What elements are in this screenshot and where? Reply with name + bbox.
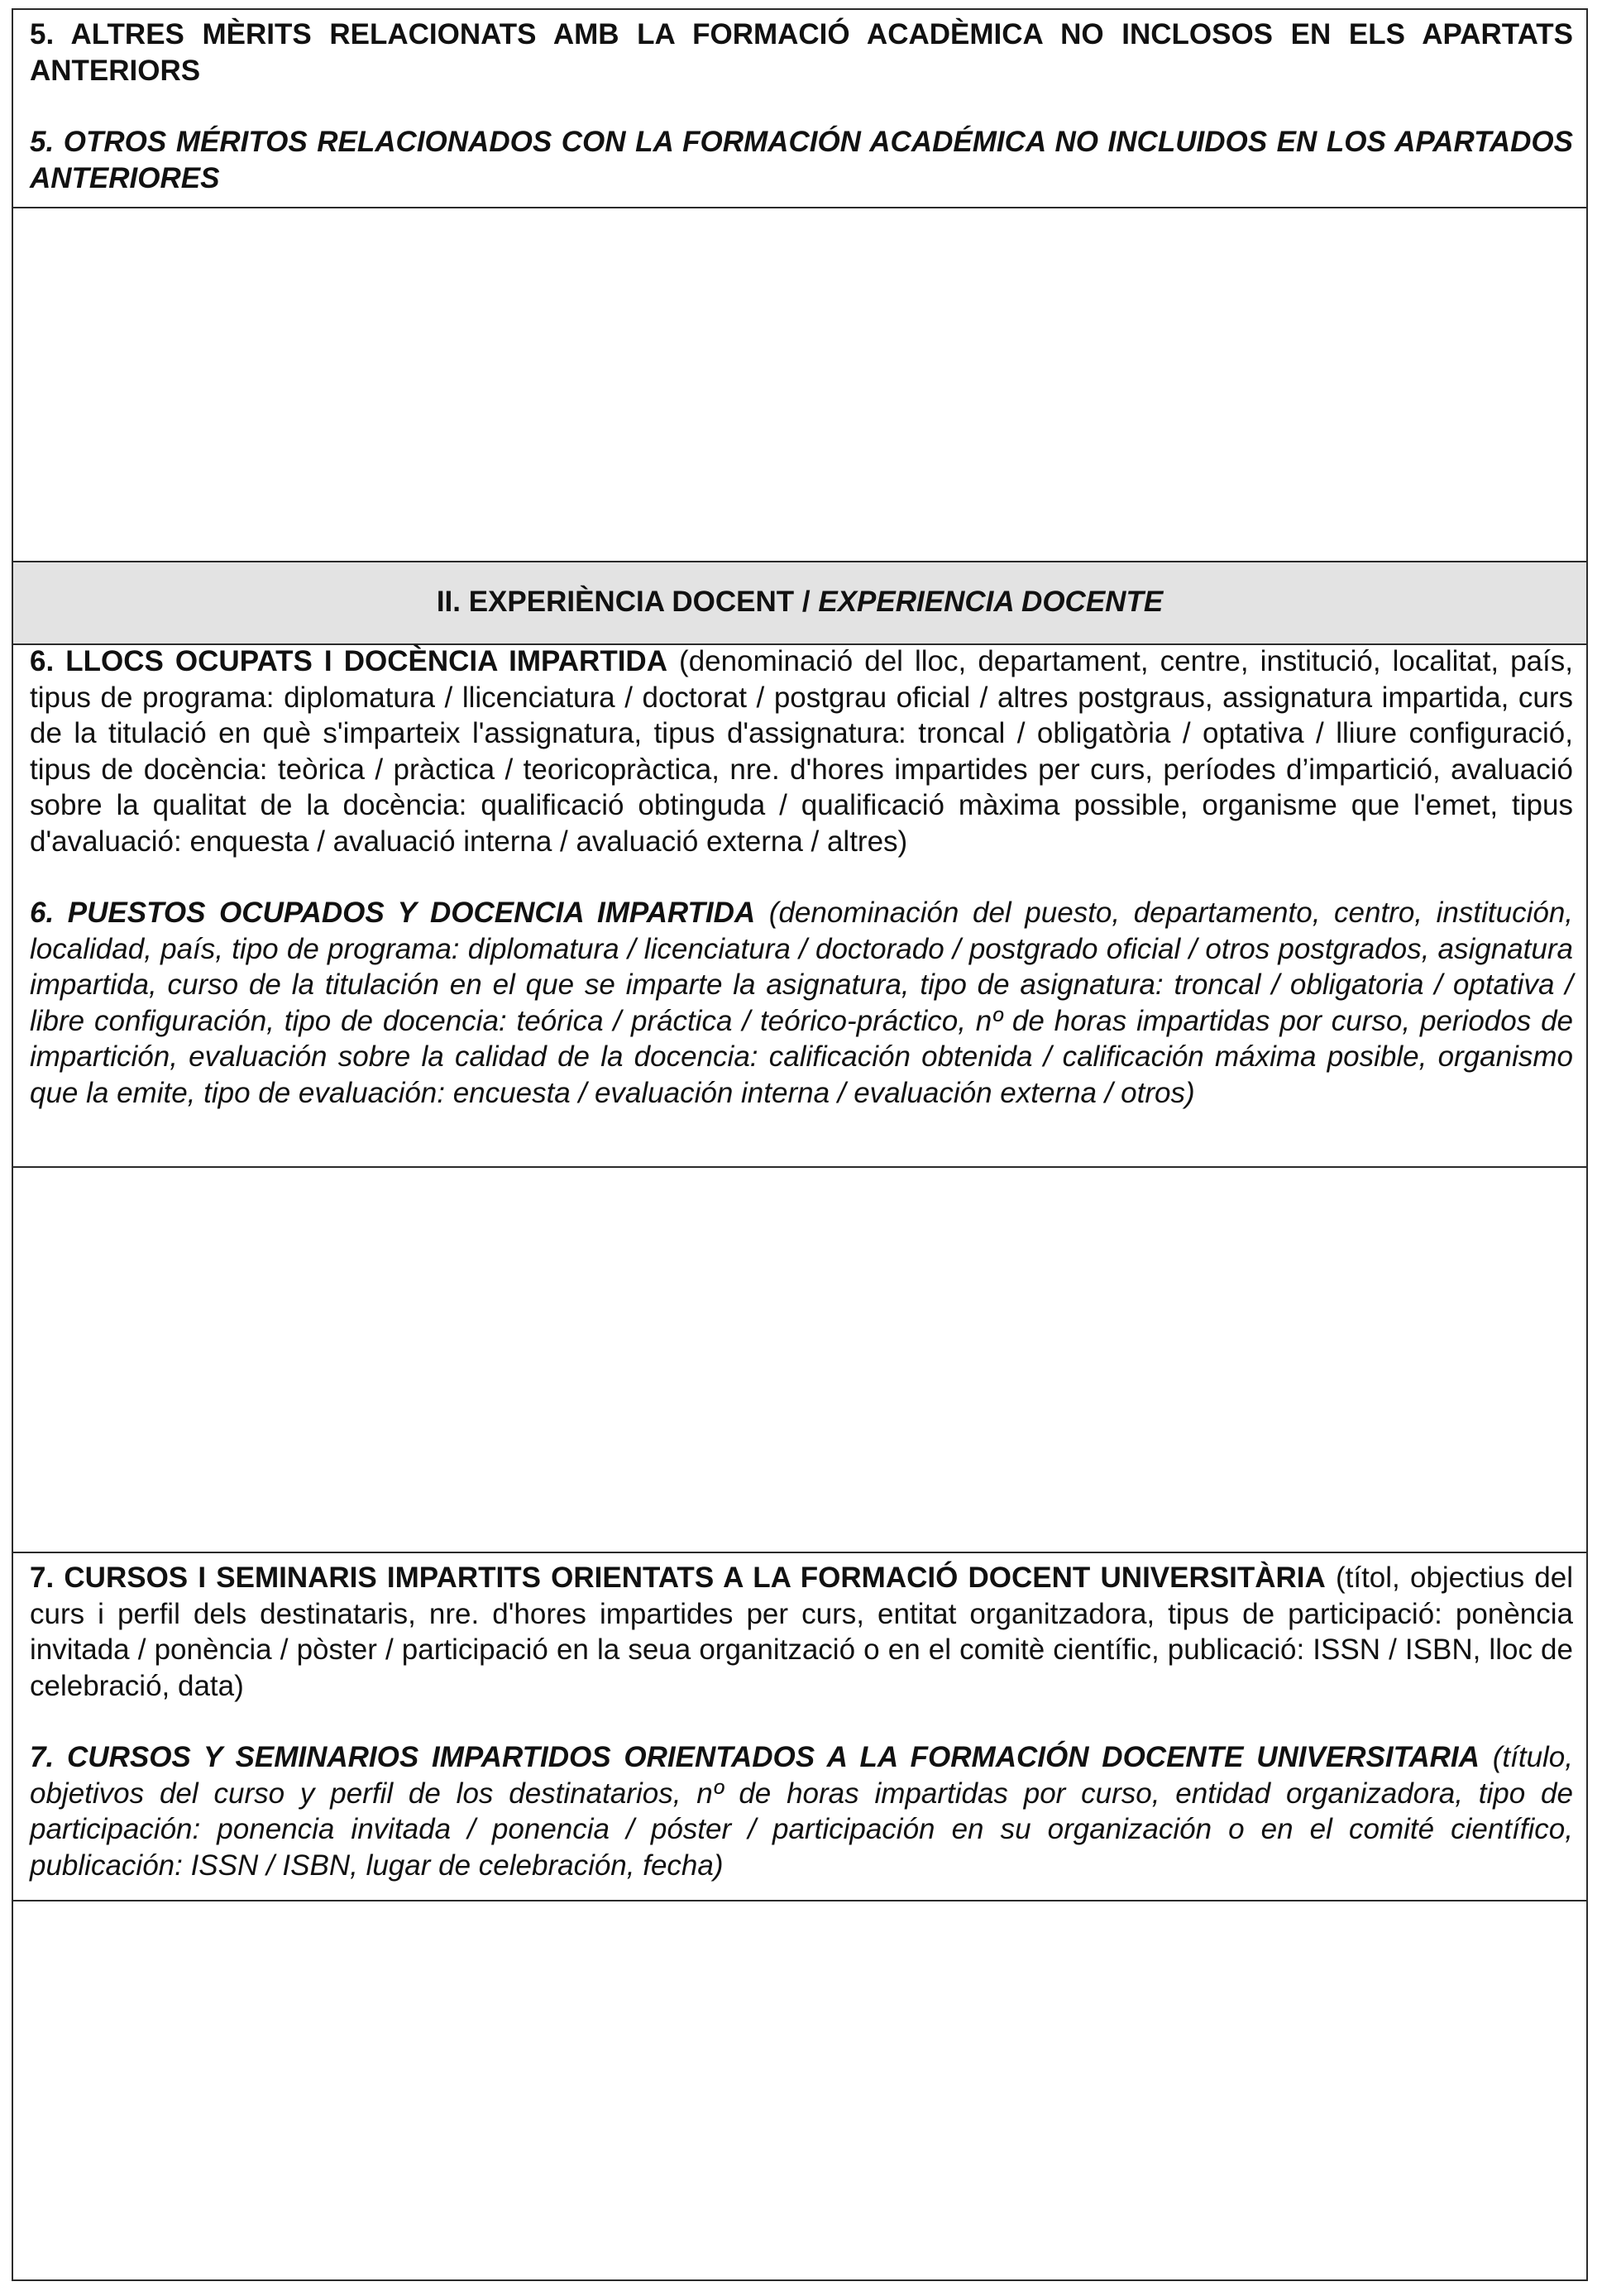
block-2-heading-ca: II. EXPERIÈNCIA DOCENT / <box>436 586 819 618</box>
section-6-text-ca <box>30 643 1573 859</box>
section-7-body-ca: (títol, objectius del curs i perfil dels destinataris, nre. d'hores impartides per curs, entitat organitzadora, tipus de participació: ponència invitada / ponència / pòster / participació en la seua organització o en el comitè científic, publicació: ISSN / ISBN, lloc de celebració, data) <box>30 1562 1574 1702</box>
section-7-header <box>13 1560 1586 1883</box>
section-5-title-es: 5. OTROS MÉRITOS RELACIONADOS CON LA FORMACIÓN ACADÉMICA NO INCLUIDOS EN LOS APARTADOS ANTERIORES <box>30 126 1573 194</box>
section-7-answer-area[interactable] <box>13 1901 1586 2279</box>
section-6-title-ca: 6. LLOCS OCUPATS I DOCÈNCIA IMPARTIDA <box>30 645 667 677</box>
section-7-title-ca: 7. CURSOS I SEMINARIS IMPARTITS ORIENTATS A LA FORMACIÓ DOCENT UNIVERSITÀRIA <box>30 1562 1326 1594</box>
section-7-text-es <box>30 1739 1573 1883</box>
section-6-body-es: (denominación del puesto, departamento, centro, institución, localidad, país, tipo de programa: diplomatura / licenciatura / doctorado / postgrado oficial / otros postgrados, asignatura impartida, curso de la titulación en el que se imparte la asignatura, tipo de asignatura: troncal / obligatoria / optativa / libre configuración, tipo de docencia: teórica / práctica / teórico-práctico, nº de horas impartidas por curso, periodos de impartición, evaluación sobre la calidad de la docencia: calificación obtenida / calificación máxima posible, organismo que la emite, tipo de evaluación: encuesta / evaluación interna / evaluación externa / otros) <box>30 897 1574 1109</box>
section-5-answer-area[interactable] <box>13 208 1586 561</box>
section-6-body-ca: (denominació del lloc, departament, centre, institució, localitat, país, tipus de programa: diplomatura / llicenciatura / doctorat / postgrau oficial / altres postgraus, assignatura impartida, curs de la titulació en què s'imparteix l'assignatura, tipus d'assignatura: troncal / obligatòria / optativa / lliure configuració, tipus de docència: teòrica / pràctica / teoricopràctica, nre. d'hores impartides per curs, períodes d’impartició, avaluació sobre la qualitat de la docència: qualificació obtinguda / qualificació màxima possible, organisme que l'emet, tipus d'avaluació: enquesta / avaluació interna / avaluació externa / altres) <box>30 645 1573 858</box>
section-5-title-ca: 5. ALTRES MÈRITS RELACIONATS AMB LA FORMACIÓ ACADÈMICA NO INCLOSOS EN ELS APARTATS ANTERIORS <box>30 18 1573 87</box>
section-6-header <box>13 643 1586 1111</box>
block-2-heading-es: EXPERIENCIA DOCENTE <box>818 586 1164 618</box>
section-5-header <box>13 17 1586 196</box>
form-table <box>12 8 1588 2281</box>
section-6-title-es: 6. PUESTOS OCUPADOS Y DOCENCIA IMPARTIDA <box>30 897 756 929</box>
block-2-heading <box>13 562 1586 643</box>
section-7-body-es: (título, objetivos del curso y perfil de los destinatarios, nº de horas impartidas por curso, entidad organizadora, tipo de participación: ponencia invitada / ponencia / póster / participación en su organización o en el comité científico, publicación: ISSN / ISBN, lugar de celebración, fecha) <box>30 1741 1573 1882</box>
section-7-text-ca <box>30 1560 1573 1704</box>
section-6-answer-area[interactable] <box>13 1168 1586 1552</box>
section-7-title-es: 7. CURSOS Y SEMINARIOS IMPARTIDOS ORIENTADOS A LA FORMACIÓN DOCENTE UNIVERSITARIA <box>30 1741 1480 1773</box>
section-6-text-es <box>30 895 1573 1111</box>
divider <box>13 1552 1586 1553</box>
